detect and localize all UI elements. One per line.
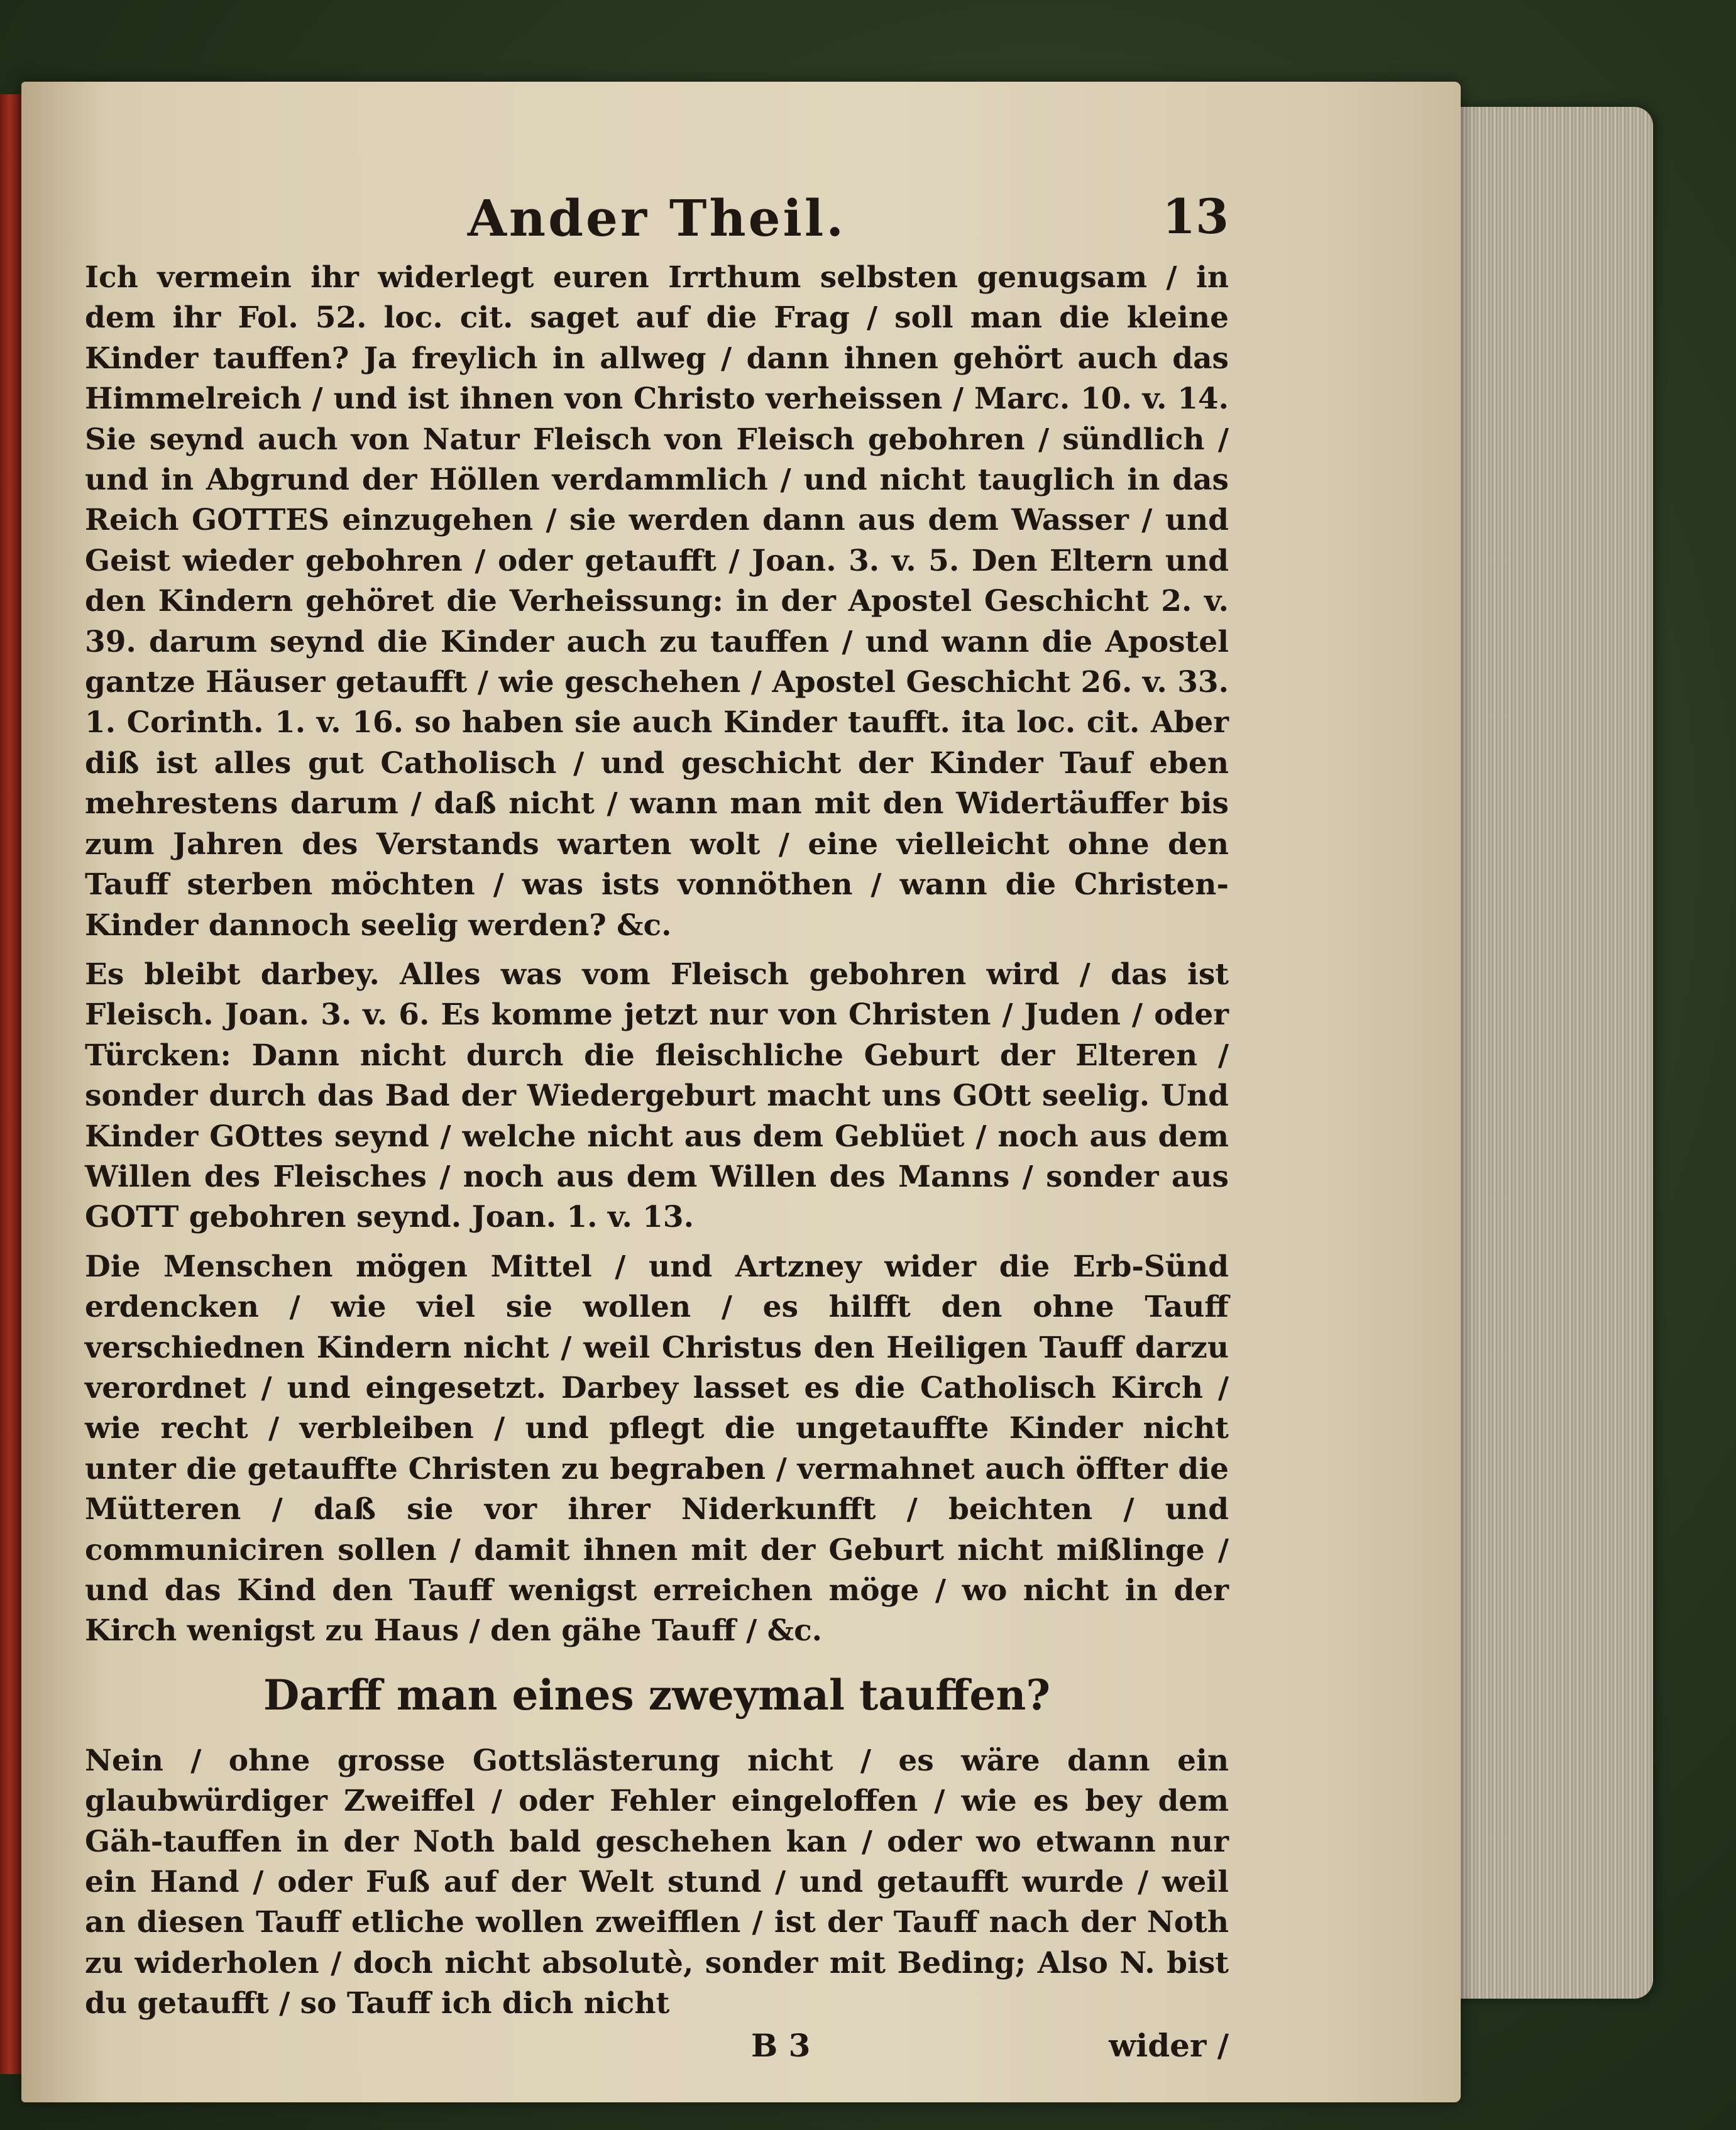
page-stack-edge (1446, 107, 1653, 1999)
answer-paragraph: Nein / ohne grosse Gottslästerung nicht / es wäre dann ein glaubwürdiger Zweiffel / oder Fehler eingeloffen / wie es bey dem Gäh-tauffen in der Noth bald geschehen kan / oder wo etwann nur ein Hand / oder Fuß auf der Welt stund / und getaufft wurde / weil an diesen Tauff etliche wollen zweifflen / ist der Tauff nach der Noth zu widerholen / doch nicht absolutè, sonder mit Beding; Also N. bist du getaufft / so Tauff ich dich nicht (85, 1743, 1229, 2021)
paragraph-3: Die Menschen mögen Mittel / und Artzney wider die Erb-Sünd erdencken / wie viel sie wollen / es hilfft den ohne Tauff verschiednen Kindern nicht / weil Christus den Heiligen Tauff darzu verordnet / und eingesetzt. Darbey lasset es die Catholisch Kirch / wie recht / verbleiben / und pflegt die ungetauffte Kinder nicht unter die getauffte Christen zu begraben / vermahnet auch öffter die Mütteren / daß sie vor ihrer Niderkunfft / beichten / und communiciren sollen / damit ihnen mit der Geburt nicht mißlinge / und das Kind den Tauff wenigst erreichen möge / wo nicht in der Kirch wenigst zu Haus / den gähe Tauff / &c. (85, 1249, 1229, 1649)
page-number: 13 (1162, 189, 1229, 244)
catchword: wider / (1109, 2026, 1229, 2064)
running-title: Ander Theil. (467, 189, 847, 248)
page-footer (85, 2027, 1229, 2071)
paragraph-1: Ich vermein ihr widerlegt euren Irrthum selbsten genugsam / in dem ihr Fol. 52. loc. cit. saget auf die Frag / soll man die kleine Kinder tauffen? Ja freylich in allweg / dann ihnen gehört auch das Himmelreich / und ist ihnen von Christo verheissen / Marc. 10. v. 14. Sie seynd auch von Natur Fleisch von Fleisch gebohren / sündlich / und in Abgrund der Höllen verdammlich / und nicht tauglich in das Reich GOTTES einzugehen / sie werden dann aus dem Wasser / und Geist wieder gebohren / oder getaufft / Joan. 3. v. 5. Den Eltern und den Kindern gehöret die Verheissung: in der Apostel Geschicht 2. v. 39. darum seynd die Kinder auch zu tauffen / und wann die Apostel gantze Häuser getaufft / wie geschehen / Apostel Geschicht 26. v. 33. 1. Corinth. 1. v. 16. so haben sie auch Kinder taufft. ita loc. cit. Aber diß ist alles gut Catholisch / und geschicht der Kinder Tauf eben mehrestens darum / daß nicht / wann man mit den Widertäuffer bis zum Jahren des Verstands warten wolt / eine vielleicht ohne den Tauff sterben möchten / was ists vonnöthen / wann die Christen-Kinder dannoch seelig werden? &c. (85, 260, 1229, 943)
signature-mark: B 3 (751, 2026, 811, 2064)
paragraph-2: Es bleibt darbey. Alles was vom Fleisch gebohren wird / das ist Fleisch. Joan. 3. v. 6. Es komme jetzt nur von Christen / Juden / oder Türcken: Dann nicht durch die fleischliche Geburt der Elteren / sonder durch das Bad der Wiedergeburt macht uns GOtt seelig. Und Kinder GOttes seynd / welche nicht aus dem Geblüet / noch aus dem Willen des Fleisches / noch aus dem Willen des Manns / sonder aus GOTT gebohren seynd. Joan. 1. v. 13. (85, 957, 1229, 1235)
section-heading: Darff man eines zweymal tauffen? (263, 1670, 1050, 1720)
page-text (85, 189, 1229, 2071)
running-head (85, 189, 1229, 258)
